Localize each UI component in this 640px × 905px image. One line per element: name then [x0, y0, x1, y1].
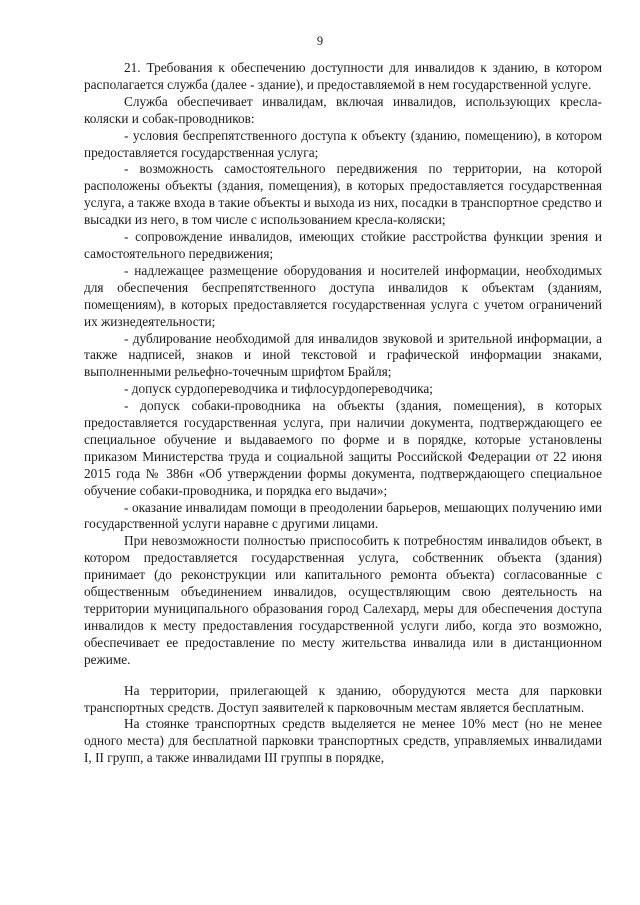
list-item-escort: - сопровождение инвалидов, имеющих стойкие расстройства функции зрения и самостоятельного передвижения; [84, 229, 602, 261]
list-item-guide-dog: - допуск собаки-проводника на объекты (здания, помещения), в которых предоставляется государственная услуга, при наличии документа, подтверждающего ее специальное обучение и выдаваемого по форме и в порядке, которые установлены приказом Министерства труда и социальной защиты Российской Федерации от 22 июня 2015 года № 386н «Об утверждении формы документа, подтверждающего специальное обучение собаки-проводника, и порядка его выдачи»; [84, 398, 602, 498]
list-item-independent-movement: - возможность самостоятельного передвижения по территории, на которой расположены объекты (здания, помещения), в которых предоставляется государственная услуга, а также входа в такие объекты и выхода из них, посадки в транспортное средство и высадки из него, в том числе с использованием кресла-коляски; [84, 161, 602, 228]
page-number: 9 [316, 34, 324, 48]
list-item-barrier-assistance: - оказание инвалидам помощи в преодолении барьеров, мешающих получению ими государственной услуги наравне с другими лицами. [84, 499, 602, 532]
paragraph-parking-allocation: На стоянке транспортных средств выделяется не менее 10% мест (но не менее одного места) для бесплатной парковки транспортных средств, управляемых инвалидами I, II групп, а также инвалидами III группы в порядке, [84, 716, 602, 766]
document-body [84, 60, 602, 767]
list-item-sign-interpreter: - допуск сурдопереводчика и тифлосурдопереводчика; [124, 381, 433, 397]
paragraph-section-21-heading: 21. Требования к обеспечению доступности для инвалидов к зданию, в котором располагается служба (далее - здание), и предоставляемой в нем государственной услуге. [84, 60, 602, 92]
paragraph-spacer [84, 669, 602, 683]
paragraph-service-provides: Служба обеспечивает инвалидам, включая инвалидов, использующих кресла-коляски и собак-проводников: [84, 93, 602, 126]
paragraph-parking-territory: На территории, прилегающей к зданию, оборудуются места для парковки транспортных средств. Доступ заявителей к парковочным местам является бесплатным. [84, 682, 602, 715]
list-item-access-conditions: - условия беспрепятственного доступа к объекту (зданию, помещению), в котором предоставляется государственная услуга; [84, 127, 602, 160]
list-item-equipment-placement: - надлежащее размещение оборудования и носителей информации, необходимых для обеспечения беспрепятственного доступа инвалидов к объектам (зданиям, помещениям), в которых предоставляется государственная услуга с учетом ограничений их жизнедеятельности; [84, 262, 602, 329]
list-item-braille-duplication: - дублирование необходимой для инвалидов звуковой и зрительной информации, а также надписей, знаков и иной текстовой и графической информации знаками, выполненными рельефно-точечным шрифтом Брайля; [84, 330, 602, 380]
paragraph-adaptation-impossible: При невозможности полностью приспособить к потребностям инвалидов объект, в котором предоставляется государственная услуга, собственник объекта (здания) принимает (до реконструкции или капитального ремонта объекта) согласованные с общественным объединением инвалидов, осуществляющим свою деятельность на территории муниципального образования город Салехард, меры для обеспечения доступа инвалидов к месту предоставления государственной услуги либо, когда это возможно, обеспечивает ее предоставление по месту жительства инвалида или в дистанционном режиме. [84, 533, 602, 667]
